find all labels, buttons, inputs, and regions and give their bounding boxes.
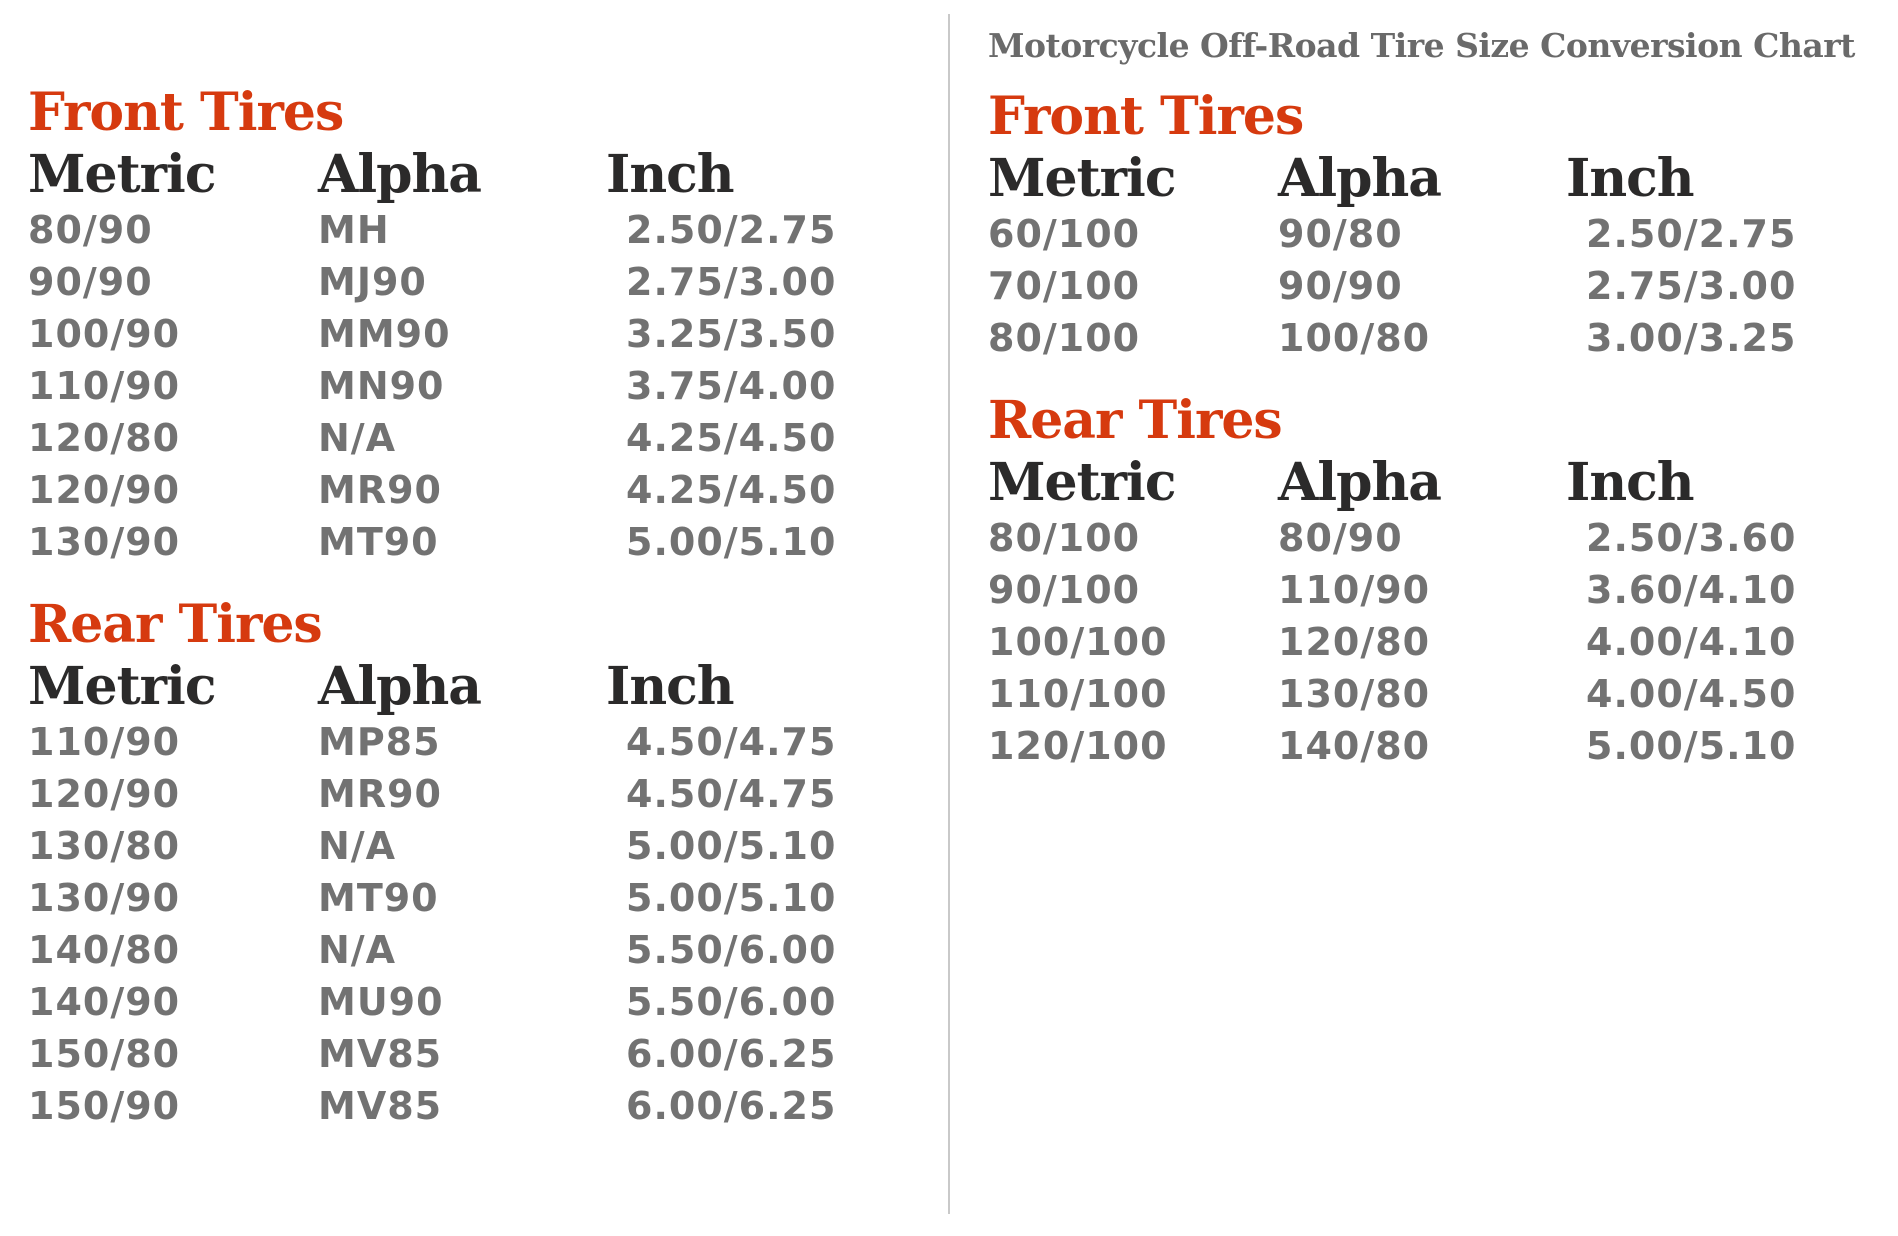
front-tires-heading: Front Tires: [988, 86, 1304, 147]
alpha-value: N/A: [318, 928, 397, 972]
inch-value: 5.50/6.00: [626, 980, 837, 1024]
table-row: [28, 768, 918, 820]
inch-value: 5.00/5.10: [626, 824, 837, 868]
inch-value: 5.00/5.10: [626, 520, 837, 564]
metric-value: 120/100: [988, 724, 1168, 768]
table-row: [28, 820, 918, 872]
table-row: [28, 1080, 918, 1132]
inch-value: 2.50/3.60: [1586, 516, 1797, 560]
inch-value: 2.50/2.75: [1586, 212, 1797, 256]
street-tire-chart: [28, 82, 918, 1132]
table-row: [988, 564, 1878, 616]
table-row: [28, 716, 918, 768]
table-row: [28, 308, 918, 360]
vertical-divider: [948, 14, 950, 1214]
column-header-inch: Inch: [1566, 452, 1694, 513]
front-tires-heading: Front Tires: [28, 82, 344, 143]
alpha-value: MP85: [318, 720, 441, 764]
alpha-value: 100/80: [1278, 316, 1431, 360]
inch-value: 6.00/6.25: [626, 1032, 837, 1076]
inch-value: 4.00/4.50: [1586, 672, 1797, 716]
table-body: [988, 208, 1878, 364]
alpha-value: 90/90: [1278, 264, 1403, 308]
metric-value: 130/90: [28, 876, 181, 920]
metric-value: 140/80: [28, 928, 181, 972]
metric-value: 120/90: [28, 772, 181, 816]
column-header-inch: Inch: [606, 144, 734, 205]
alpha-value: 90/80: [1278, 212, 1403, 256]
metric-value: 100/100: [988, 620, 1168, 664]
table-header-row: [988, 454, 1878, 512]
alpha-value: MV85: [318, 1032, 443, 1076]
alpha-value: 80/90: [1278, 516, 1403, 560]
column-header-metric: Metric: [988, 452, 1176, 513]
column-header-alpha: Alpha: [1278, 452, 1441, 513]
alpha-value: 110/90: [1278, 568, 1431, 612]
table-row: [28, 924, 918, 976]
alpha-value: MH: [318, 208, 390, 252]
column-header-metric: Metric: [28, 144, 216, 205]
alpha-value: MU90: [318, 980, 444, 1024]
alpha-value: N/A: [318, 416, 397, 460]
metric-value: 110/90: [28, 720, 181, 764]
inch-value: 5.00/5.10: [626, 876, 837, 920]
table-row: [28, 464, 918, 516]
offroad-rear-tires-table: [988, 454, 1878, 772]
alpha-value: MR90: [318, 468, 442, 512]
inch-value: 4.25/4.50: [626, 416, 837, 460]
table-row: [28, 204, 918, 256]
inch-value: 2.50/2.75: [626, 208, 837, 252]
offroad-tire-chart: [988, 24, 1878, 772]
table-body: [28, 204, 918, 568]
metric-value: 140/90: [28, 980, 181, 1024]
inch-value: 3.60/4.10: [1586, 568, 1797, 612]
rear-tires-heading: Rear Tires: [28, 594, 322, 655]
table-row: [28, 1028, 918, 1080]
table-row: [28, 872, 918, 924]
table-row: [988, 208, 1878, 260]
inch-value: 4.25/4.50: [626, 468, 837, 512]
alpha-value: MT90: [318, 520, 439, 564]
alpha-value: 140/80: [1278, 724, 1431, 768]
column-header-inch: Inch: [1566, 148, 1694, 209]
inch-value: 6.00/6.25: [626, 1084, 837, 1128]
alpha-value: MJ90: [318, 260, 427, 304]
alpha-value: MR90: [318, 772, 442, 816]
table-row: [28, 256, 918, 308]
alpha-value: MV85: [318, 1084, 443, 1128]
table-header-row: [988, 150, 1878, 208]
street-rear-tires-table: [28, 658, 918, 1132]
table-row: [988, 312, 1878, 364]
alpha-value: MN90: [318, 364, 445, 408]
inch-value: 5.50/6.00: [626, 928, 837, 972]
metric-value: 80/100: [988, 316, 1141, 360]
inch-value: 3.25/3.50: [626, 312, 837, 356]
inch-value: 4.00/4.10: [1586, 620, 1797, 664]
table-header-row: [28, 146, 918, 204]
table-row: [28, 516, 918, 568]
table-row: [988, 616, 1878, 668]
inch-value: 3.00/3.25: [1586, 316, 1797, 360]
inch-value: 4.50/4.75: [626, 720, 837, 764]
column-header-metric: Metric: [28, 656, 216, 717]
table-row: [28, 412, 918, 464]
metric-value: 120/90: [28, 468, 181, 512]
alpha-value: MM90: [318, 312, 451, 356]
metric-value: 120/80: [28, 416, 181, 460]
metric-value: 70/100: [988, 264, 1141, 308]
table-row: [988, 260, 1878, 312]
inch-value: 2.75/3.00: [1586, 264, 1797, 308]
column-header-inch: Inch: [606, 656, 734, 717]
metric-value: 150/90: [28, 1084, 181, 1128]
chart-title: Motorcycle Off-Road Tire Size Conversion Chart: [988, 26, 1855, 65]
alpha-value: MT90: [318, 876, 439, 920]
table-row: [988, 668, 1878, 720]
table-body: [988, 512, 1878, 772]
alpha-value: 120/80: [1278, 620, 1431, 664]
inch-value: 4.50/4.75: [626, 772, 837, 816]
metric-value: 80/100: [988, 516, 1141, 560]
table-row: [28, 976, 918, 1028]
table-header-row: [28, 658, 918, 716]
table-body: [28, 716, 918, 1132]
column-header-alpha: Alpha: [318, 144, 481, 205]
metric-value: 110/90: [28, 364, 181, 408]
inch-value: 2.75/3.00: [626, 260, 837, 304]
alpha-value: 130/80: [1278, 672, 1431, 716]
offroad-front-tires-table: [988, 150, 1878, 364]
inch-value: 3.75/4.00: [626, 364, 837, 408]
metric-value: 130/90: [28, 520, 181, 564]
table-row: [988, 512, 1878, 564]
metric-value: 90/90: [28, 260, 153, 304]
metric-value: 90/100: [988, 568, 1141, 612]
inch-value: 5.00/5.10: [1586, 724, 1797, 768]
table-row: [28, 360, 918, 412]
street-front-tires-table: [28, 146, 918, 568]
rear-tires-heading: Rear Tires: [988, 390, 1282, 451]
metric-value: 110/100: [988, 672, 1168, 716]
metric-value: 130/80: [28, 824, 181, 868]
alpha-value: N/A: [318, 824, 397, 868]
metric-value: 150/80: [28, 1032, 181, 1076]
metric-value: 80/90: [28, 208, 153, 252]
column-header-alpha: Alpha: [1278, 148, 1441, 209]
metric-value: 60/100: [988, 212, 1141, 256]
column-header-metric: Metric: [988, 148, 1176, 209]
table-row: [988, 720, 1878, 772]
metric-value: 100/90: [28, 312, 181, 356]
column-header-alpha: Alpha: [318, 656, 481, 717]
